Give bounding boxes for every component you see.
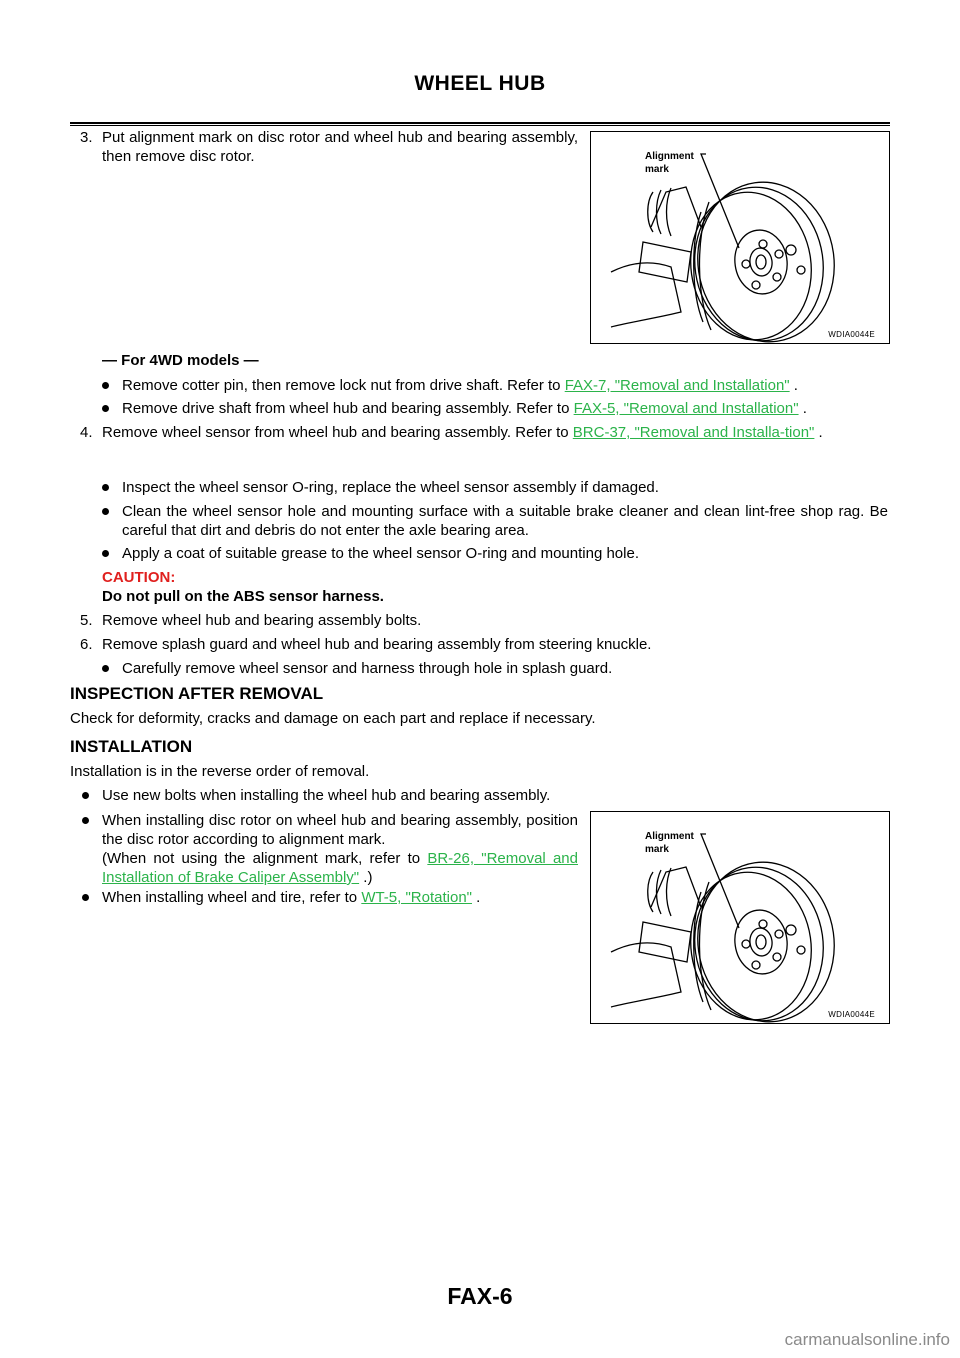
step-4-tail: . bbox=[814, 424, 823, 441]
installation-bullet-2-text: When installing disc rotor on wheel hub and bearing assembly, position the disc rotor according to alignment mark. bbox=[102, 812, 578, 848]
step-6 bbox=[80, 635, 888, 654]
figure2-label bbox=[645, 830, 694, 856]
bullet-icon bbox=[102, 550, 109, 557]
step-6-bullet-1 bbox=[122, 659, 890, 678]
installation-bullet-1-text: Use new bolts when installing the wheel hub and bearing assembly. bbox=[102, 787, 551, 804]
installation-bullet-3-text: When installing wheel and tire, refer to bbox=[102, 889, 362, 906]
step-4-bullet-1 bbox=[122, 478, 890, 497]
figure1-label-line2: mark bbox=[645, 164, 669, 175]
bullet-icon bbox=[82, 817, 89, 824]
installation-bullet-3-tail: . bbox=[472, 889, 481, 906]
step-4-text: Remove wheel sensor from wheel hub and bearing assembly. Refer to bbox=[102, 424, 573, 441]
step-4-bullet-2-text: Clean the wheel sensor hole and mounting surface with a suitable brake cleaner and clean lint-free shop rag. Be careful that dirt and debris do not enter the axle bearing area. bbox=[122, 503, 888, 539]
step-4-text-block bbox=[102, 423, 888, 442]
caution-label: CAUTION: bbox=[102, 569, 176, 586]
step-4 bbox=[80, 423, 888, 442]
figure2-code: WDIA0044E bbox=[828, 1010, 875, 1019]
installation-intro: Installation is in the reverse order of removal. bbox=[70, 763, 370, 780]
installation-bullet-2-paren: (When not using the alignment mark, refer to bbox=[102, 850, 428, 867]
figure2-label-line1: Alignment bbox=[645, 831, 694, 842]
step-4-number: 4. bbox=[80, 424, 93, 441]
for-4wd-bullet-1 bbox=[122, 376, 890, 395]
header-rule-thin bbox=[70, 125, 890, 126]
bullet-icon bbox=[82, 894, 89, 901]
for-4wd-bullet-1-text: Remove cotter pin, then remove lock nut from drive shaft. Refer to bbox=[122, 377, 565, 394]
inspection-text: Check for deformity, cracks and damage on each part and replace if necessary. bbox=[70, 710, 596, 727]
installation-bullet-2 bbox=[102, 811, 578, 887]
for-4wd-bullet-2-text: Remove drive shaft from wheel hub and bearing assembly. Refer to bbox=[122, 400, 574, 417]
installation-bullet-2-paren-block bbox=[102, 849, 578, 887]
figure-alignment-mark-2 bbox=[590, 811, 890, 1024]
for-4wd-bullet-2 bbox=[122, 399, 890, 418]
link-br-26-removal[interactable]: BR-26, "Removal and Installation of Brake Caliper Assembly" bbox=[102, 850, 578, 886]
installation-title: INSTALLATION bbox=[70, 737, 193, 756]
disc-rotor-illustration-2 bbox=[591, 812, 889, 1023]
header-rule bbox=[70, 122, 890, 124]
figure-alignment-mark-1 bbox=[590, 131, 890, 344]
step-5 bbox=[80, 611, 888, 630]
bullet-icon bbox=[102, 665, 109, 672]
step-4-bullet-2 bbox=[122, 502, 888, 540]
for-4wd-bullet-2-tail: . bbox=[798, 400, 807, 417]
link-wt-5-rotation[interactable]: WT-5, "Rotation" bbox=[361, 889, 472, 906]
step-4-bullet-3 bbox=[122, 544, 890, 563]
step-6-text: Remove splash guard and wheel hub and bearing assembly from steering knuckle. bbox=[102, 636, 652, 653]
bullet-icon bbox=[102, 382, 109, 389]
figure1-label-line1: Alignment bbox=[645, 151, 694, 162]
step-5-text: Remove wheel hub and bearing assembly bolts. bbox=[102, 612, 422, 629]
installation-bullet-2-tail: .) bbox=[359, 869, 373, 886]
for-4wd-heading: — For 4WD models — bbox=[102, 352, 259, 369]
watermark: carmanualsonline.info bbox=[784, 1330, 950, 1349]
installation-bullet-3 bbox=[102, 888, 578, 907]
caution-text: Do not pull on the ABS sensor harness. bbox=[102, 588, 384, 605]
step-6-number: 6. bbox=[80, 636, 93, 653]
bullet-icon bbox=[102, 405, 109, 412]
inspection-title: INSPECTION AFTER REMOVAL bbox=[70, 684, 324, 703]
figure1-code: WDIA0044E bbox=[828, 330, 875, 339]
bullet-icon bbox=[102, 508, 109, 515]
step-3-text: Put alignment mark on disc rotor and wheel hub and bearing assembly, then remove disc rotor. bbox=[102, 129, 578, 165]
step-3 bbox=[80, 128, 578, 166]
installation-bullet-1 bbox=[102, 786, 862, 805]
page-header: WHEEL HUB bbox=[414, 72, 546, 95]
step-3-number: 3. bbox=[80, 129, 93, 146]
step-5-number: 5. bbox=[80, 612, 93, 629]
for-4wd-bullet-1-tail: . bbox=[789, 377, 798, 394]
step-6-bullet-1-text: Carefully remove wheel sensor and harness through hole in splash guard. bbox=[122, 660, 613, 677]
bullet-icon bbox=[102, 484, 109, 491]
link-fax-7-removal[interactable]: FAX-7, "Removal and Installation" bbox=[564, 377, 790, 394]
link-brc-37-removal[interactable]: BRC-37, "Removal and Installa-tion" bbox=[572, 424, 815, 441]
step-4-bullet-1-text: Inspect the wheel sensor O-ring, replace the wheel sensor assembly if damaged. bbox=[122, 479, 659, 496]
step-4-bullet-3-text: Apply a coat of suitable grease to the wheel sensor O-ring and mounting hole. bbox=[122, 545, 639, 562]
figure2-label-line2: mark bbox=[645, 844, 669, 855]
bullet-icon bbox=[82, 792, 89, 799]
page-number: FAX-6 bbox=[447, 1283, 513, 1309]
disc-rotor-illustration-1 bbox=[591, 132, 889, 343]
link-fax-5-removal[interactable]: FAX-5, "Removal and Installation" bbox=[573, 400, 799, 417]
figure1-label bbox=[645, 150, 694, 176]
